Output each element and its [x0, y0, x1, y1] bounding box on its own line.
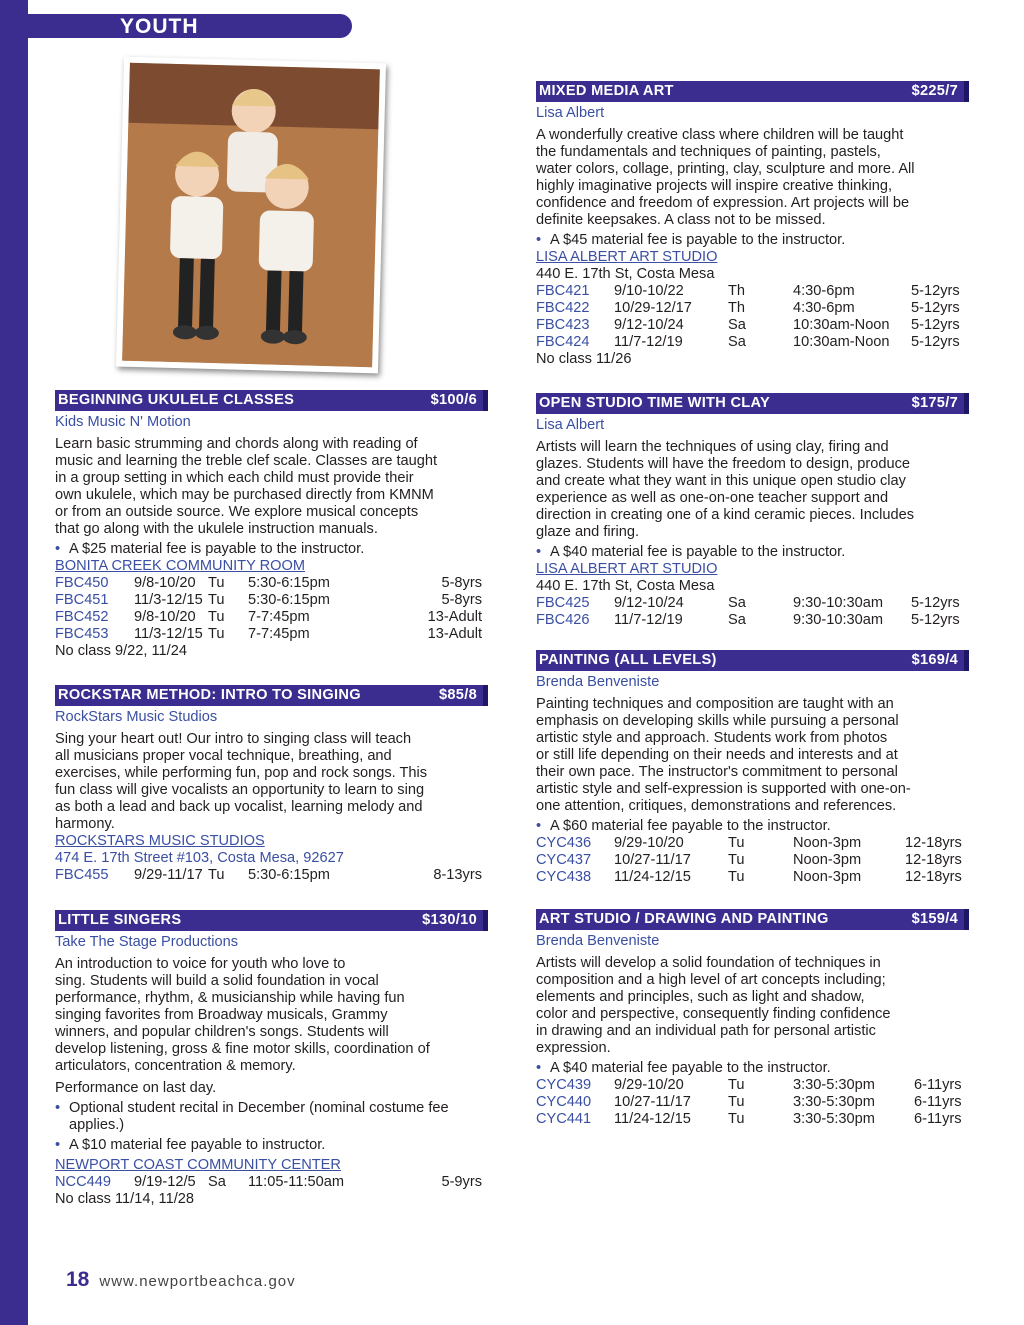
session-age: 5-12yrs: [911, 317, 960, 333]
recital-bullet: • Optional student recital in December (nominal costume fee applies.): [55, 1100, 499, 1134]
session-code: CYC441: [536, 1111, 592, 1127]
kids-photo: [116, 57, 386, 374]
description-line: develop listening, gross & fine motor skills, coordination of: [55, 1041, 430, 1057]
fee-bullet: • A $40 material fee is payable to the instructor.: [536, 544, 969, 561]
session-age: 12-18yrs: [905, 869, 962, 885]
course-title: PAINTING (ALL LEVELS): [539, 652, 717, 668]
course-provider: Lisa Albert: [536, 105, 605, 121]
course-title: BEGINNING UKULELE CLASSES: [58, 392, 295, 408]
description-line: Artists will develop a solid foundation of techniques in: [536, 955, 881, 971]
description-line: artistic style and self-expression is supported with one-on-: [536, 781, 911, 797]
session-time: 10:30am-Noon: [793, 317, 890, 333]
session-day: Sa: [208, 1174, 226, 1190]
session-code: CYC437: [536, 852, 592, 868]
session-dates: 9/29-11/17: [134, 867, 203, 883]
session-code: CYC439: [536, 1077, 592, 1093]
page-number: 18: [66, 1268, 90, 1291]
session-time: 10:30am-Noon: [793, 334, 890, 350]
session-row: [536, 612, 969, 629]
description-line: expression.: [536, 1040, 611, 1056]
no-class-note: No class 11/26: [536, 351, 632, 367]
description-line: that go along with the ukulele instruction manuals.: [55, 521, 378, 537]
description-line: An introduction to voice for youth who love to: [55, 956, 346, 972]
course-description: [536, 955, 969, 1057]
no-class-note: No class 11/14, 11/28: [55, 1191, 194, 1207]
description-line: articulators, concentration & memory.: [55, 1058, 296, 1074]
session-age: 13-Adult: [427, 626, 482, 642]
course-mixed-media: [536, 81, 969, 368]
description-line: or from an outside source. We explore musical concepts: [55, 504, 419, 520]
course-header: [55, 910, 488, 931]
session-age: 5-12yrs: [911, 283, 960, 299]
description-line: their own pace. The instructor's commitment to personal: [536, 764, 898, 780]
description-line: all musicians proper vocal technique, breathing, and: [55, 748, 392, 764]
session-code: FBC423: [536, 317, 590, 333]
session-dates: 11/24-12/15: [614, 1111, 691, 1127]
session-dates: 9/29-10/20: [614, 835, 684, 851]
session-age: 5-12yrs: [911, 334, 960, 350]
session-code: FBC451: [55, 592, 109, 608]
course-title: MIXED MEDIA ART: [539, 83, 674, 99]
session-row: [536, 1111, 969, 1128]
session-age: 5-12yrs: [911, 300, 960, 316]
session-day: Tu: [208, 575, 225, 591]
session-day: Tu: [208, 592, 225, 608]
session-time: 11:05-11:50am: [248, 1174, 345, 1190]
session-age: 5-9yrs: [441, 1174, 482, 1190]
session-dates: 10/29-12/17: [614, 300, 692, 316]
course-ukulele: [55, 390, 488, 660]
course-price: $100/6: [430, 392, 477, 408]
session-code: FBC455: [55, 867, 109, 883]
session-dates: 9/29-10/20: [614, 1077, 684, 1093]
course-title: ART STUDIO / DRAWING AND PAINTING: [539, 911, 829, 927]
session-age: 5-12yrs: [911, 595, 960, 611]
session-row: [55, 867, 488, 884]
course-price: $159/4: [911, 911, 958, 927]
session-day: Sa: [728, 595, 746, 611]
session-day: Tu: [208, 867, 225, 883]
session-age: 6-11yrs: [914, 1111, 962, 1127]
session-code: FBC425: [536, 595, 590, 611]
session-age: 13-Adult: [427, 609, 482, 625]
course-description: [55, 436, 488, 538]
session-row: [55, 592, 488, 609]
session-time: 5:30-6:15pm: [248, 867, 330, 883]
course-provider: Lisa Albert: [536, 417, 605, 433]
course-header: [536, 81, 969, 102]
photo-illustration: [122, 63, 380, 367]
course-provider: RockStars Music Studios: [55, 709, 218, 725]
description-line: in a group setting in which each child must provide their: [55, 470, 414, 486]
performance-note: Performance on last day.: [55, 1080, 217, 1096]
description-line: elements and principles, such as light and shadow,: [536, 989, 865, 1005]
venue-link[interactable]: ROCKSTARS MUSIC STUDIOS: [55, 833, 265, 849]
session-dates: 9/12-10/24: [614, 595, 684, 611]
session-dates: 11/3-12/15: [134, 626, 203, 642]
session-time: 3:30-5:30pm: [793, 1111, 875, 1127]
description-line: definite keepsakes. A class not to be missed.: [536, 212, 826, 228]
description-line: Sing your heart out! Our intro to singing class will teach: [55, 731, 412, 747]
session-age: 8-13yrs: [433, 867, 482, 883]
session-age: 12-18yrs: [905, 852, 962, 868]
course-painting: [536, 650, 969, 886]
description-line: A wonderfully creative class where children will be taught: [536, 127, 904, 143]
session-time: 9:30-10:30am: [793, 595, 884, 611]
course-little-singers: [55, 910, 488, 1208]
session-day: Tu: [728, 869, 745, 885]
description-line: Artists will learn the techniques of using clay, firing and: [536, 439, 889, 455]
session-code: FBC450: [55, 575, 109, 591]
session-code: FBC421: [536, 283, 590, 299]
session-dates: 11/24-12/15: [614, 869, 691, 885]
session-dates: 11/3-12/15: [134, 592, 203, 608]
description-line: winners, and popular children's songs. Students will: [55, 1024, 389, 1040]
description-line: and create what they want in this unique open studio clay: [536, 473, 906, 489]
session-code: FBC453: [55, 626, 109, 642]
course-price: $169/4: [911, 652, 958, 668]
session-age: 5-8yrs: [441, 592, 482, 608]
description-line: own ukulele, which may be purchased directly from KMNM: [55, 487, 434, 503]
venue-address: 474 E. 17th Street #103, Costa Mesa, 92627: [55, 850, 344, 866]
venue-link[interactable]: LISA ALBERT ART STUDIO: [536, 561, 718, 577]
course-header: [536, 393, 969, 414]
course-header: [536, 650, 969, 671]
session-time: 3:30-5:30pm: [793, 1077, 875, 1093]
session-day: Tu: [728, 1111, 745, 1127]
description-line: as both a lead and back up vocalist, learning melody and: [55, 799, 423, 815]
description-line: Learn basic strumming and chords along with reading of: [55, 436, 418, 452]
description-line: composition and a high level of art concepts including;: [536, 972, 886, 988]
description-line: experience as well as one-on-one teacher support and: [536, 490, 889, 506]
session-day: Tu: [728, 1094, 745, 1110]
session-time: 9:30-10:30am: [793, 612, 884, 628]
venue-link[interactable]: LISA ALBERT ART STUDIO: [536, 249, 718, 265]
session-age: 5-8yrs: [441, 575, 482, 591]
description-line: glazes. Students will have the freedom to design, produce: [536, 456, 910, 472]
venue-link[interactable]: BONITA CREEK COMMUNITY ROOM: [55, 558, 306, 574]
session-row: [536, 852, 969, 869]
session-time: Noon-3pm: [793, 835, 862, 851]
fee-bullet: • A $25 material fee is payable to the instructor.: [55, 541, 488, 558]
course-provider: Take The Stage Productions: [55, 934, 239, 950]
session-time: 7-7:45pm: [248, 626, 310, 642]
session-time: 5:30-6:15pm: [248, 592, 330, 608]
course-provider: Brenda Benveniste: [536, 674, 660, 690]
description-line: one attention, critiques, demonstrations and references.: [536, 798, 897, 814]
section-title: YOUTH: [28, 14, 352, 38]
description-line: exercises, while performing fun, pop and rock songs. This: [55, 765, 428, 781]
fee-bullet: • A $45 material fee is payable to the instructor.: [536, 232, 969, 249]
session-row: [536, 283, 969, 300]
session-code: FBC422: [536, 300, 590, 316]
course-price: $175/7: [911, 395, 958, 411]
session-row: [55, 575, 488, 592]
description-line: fun class will give vocalists an opportunity to learn to sing: [55, 782, 425, 798]
venue-address: 440 E. 17th St, Costa Mesa: [536, 578, 715, 594]
session-dates: 9/12-10/24: [614, 317, 684, 333]
venue-link[interactable]: NEWPORT COAST COMMUNITY CENTER: [55, 1157, 341, 1173]
session-age: 6-11yrs: [914, 1077, 962, 1093]
description-line: singing favorites from Broadway musicals, Grammy: [55, 1007, 388, 1023]
description-line: music and learning the treble clef scale. Classes are taught: [55, 453, 438, 469]
session-row: [536, 334, 969, 351]
description-line: color and perspective, consequently finding confidence: [536, 1006, 891, 1022]
session-time: 7-7:45pm: [248, 609, 310, 625]
session-time: 4:30-6pm: [793, 300, 855, 316]
course-description: [55, 956, 488, 1075]
description-line: water colors, collage, printing, clay, sculpture and more. All: [536, 161, 915, 177]
photo-image: [122, 63, 380, 367]
session-row: [536, 1094, 969, 1111]
session-row: [536, 300, 969, 317]
session-code: FBC424: [536, 334, 590, 350]
session-time: Noon-3pm: [793, 869, 862, 885]
session-day: Tu: [728, 835, 745, 851]
session-code: FBC452: [55, 609, 109, 625]
course-description: [55, 731, 488, 833]
course-title: OPEN STUDIO TIME WITH CLAY: [539, 395, 771, 411]
session-day: Tu: [208, 609, 225, 625]
course-price: $225/7: [911, 83, 958, 99]
description-line: artistic style and approach. Students work from photos: [536, 730, 888, 746]
description-line: confidence and freedom of expression. Art projects will be: [536, 195, 910, 211]
course-header: [55, 390, 488, 411]
session-dates: 9/10-10/22: [614, 283, 684, 299]
course-header: [55, 685, 488, 706]
venue-address: 440 E. 17th St, Costa Mesa: [536, 266, 715, 282]
page-footer: [66, 1268, 296, 1292]
course-provider: Kids Music N' Motion: [55, 414, 191, 430]
session-day: Tu: [728, 852, 745, 868]
session-code: CYC436: [536, 835, 592, 851]
session-time: 3:30-5:30pm: [793, 1094, 875, 1110]
description-line: in drawing and an individual path for personal artistic: [536, 1023, 876, 1039]
session-day: Tu: [208, 626, 225, 642]
session-age: 12-18yrs: [905, 835, 962, 851]
session-row: [536, 835, 969, 852]
session-time: 5:30-6:15pm: [248, 575, 330, 591]
session-code: FBC426: [536, 612, 590, 628]
session-time: 4:30-6pm: [793, 283, 855, 299]
description-line: glaze and firing.: [536, 524, 640, 540]
course-description: [536, 439, 969, 541]
course-title: ROCKSTAR METHOD: INTRO TO SINGING: [58, 687, 361, 703]
course-rockstar: [55, 685, 488, 884]
session-day: Th: [728, 300, 746, 316]
session-age: 6-11yrs: [914, 1094, 962, 1110]
session-dates: 11/7-12/19: [614, 612, 683, 628]
description-line: performance, rhythm, & musicianship while having fun: [55, 990, 405, 1006]
session-dates: 11/7-12/19: [614, 334, 683, 350]
fee-bullet: • A $10 material fee payable to instructor.: [55, 1137, 488, 1154]
session-code: CYC440: [536, 1094, 592, 1110]
course-price: $130/10: [422, 912, 477, 928]
session-row: [536, 317, 969, 334]
course-art-studio-drawing: [536, 909, 969, 1128]
session-dates: 9/8-10/20: [134, 575, 196, 591]
session-row: [55, 1174, 488, 1191]
session-age: 5-12yrs: [911, 612, 960, 628]
session-day: Sa: [728, 317, 746, 333]
session-row: [536, 595, 969, 612]
course-price: $85/8: [438, 687, 477, 703]
description-line: harmony.: [55, 816, 115, 832]
course-header: [536, 909, 969, 930]
session-row: [55, 626, 488, 643]
session-day: Sa: [728, 612, 746, 628]
side-bar-stripe: [0, 0, 28, 1325]
session-day: Sa: [728, 334, 746, 350]
fee-bullet: • A $60 material fee payable to the instructor.: [536, 818, 969, 835]
session-row: [55, 609, 488, 626]
description-line: highly imaginative projects will inspire creative thinking,: [536, 178, 893, 194]
session-row: [536, 1077, 969, 1094]
course-description: [536, 696, 969, 815]
fee-bullet: • A $40 material fee payable to the instructor.: [536, 1060, 969, 1077]
description-line: sing. Students will build a solid foundation in vocal: [55, 973, 379, 989]
session-row: [536, 869, 969, 886]
description-line: Painting techniques and composition are taught with an: [536, 696, 894, 712]
course-open-studio-clay: [536, 393, 969, 629]
session-time: Noon-3pm: [793, 852, 862, 868]
course-title: LITTLE SINGERS: [58, 912, 182, 928]
session-dates: 10/27-11/17: [614, 1094, 691, 1110]
session-dates: 10/27-11/17: [614, 852, 691, 868]
session-code: CYC438: [536, 869, 592, 885]
footer-url[interactable]: www.newportbeachca.gov: [99, 1273, 296, 1290]
description-line: direction in creating one of a kind ceramic pieces. Includes: [536, 507, 915, 523]
description-line: emphasis on developing skills while pursuing a personal: [536, 713, 899, 729]
description-line: the fundamentals and techniques of painting, pastels,: [536, 144, 881, 160]
course-provider: Brenda Benveniste: [536, 933, 660, 949]
session-day: Tu: [728, 1077, 745, 1093]
description-line: or still life depending on their needs and interests and at: [536, 747, 898, 763]
session-code: NCC449: [55, 1174, 111, 1190]
session-day: Th: [728, 283, 746, 299]
session-dates: 9/19-12/5: [134, 1174, 196, 1190]
course-description: [536, 127, 969, 229]
no-class-note: No class 9/22, 11/24: [55, 643, 187, 659]
session-dates: 9/8-10/20: [134, 609, 196, 625]
